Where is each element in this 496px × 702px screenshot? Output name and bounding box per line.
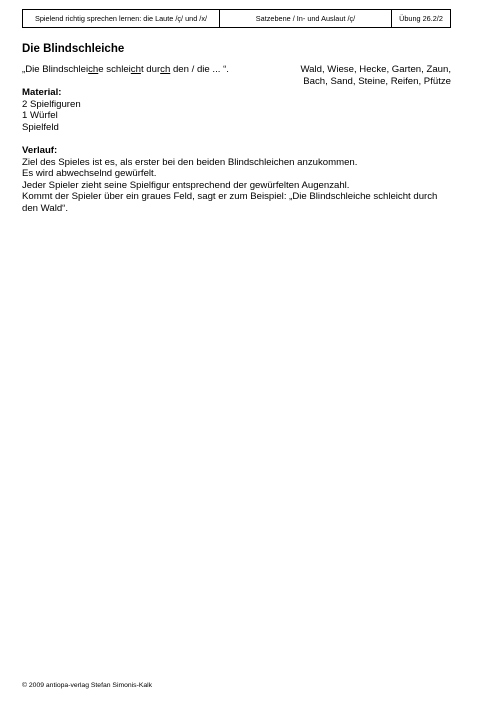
verlauf-line: Ziel des Spieles ist es, als erster bei den beiden Blindschleichen anzukommen. xyxy=(22,156,358,168)
sentence-part-3: t dur xyxy=(140,64,161,75)
example-sentence xyxy=(22,64,229,75)
page-title: Die Blindschleiche xyxy=(22,43,125,55)
verlauf-line: Kommt der Spieler über ein graues Feld, sagt er zum Beispiel: „Die Blindschleiche schleicht durch den Wald“. xyxy=(22,191,438,214)
sentence-underlined-2: ch xyxy=(130,64,141,75)
header-exercise: Übung 26.2/2 xyxy=(399,14,443,23)
verlauf-line: Jeder Spieler zieht seine Spielfigur entsprechend der gewürfelten Augenzahl. xyxy=(22,179,350,191)
header-subject: Spielend richtig sprechen lernen: die Laute /ç/ und /x/ xyxy=(23,10,220,27)
sentence-part-4: den / die ... “. xyxy=(170,64,229,75)
material-item: 2 Spielfiguren xyxy=(22,98,81,110)
word-list-line-1: Wald, Wiese, Hecke, Garten, Zaun, xyxy=(300,64,451,75)
sentence-underlined-1: ch xyxy=(88,64,99,75)
verlauf-section xyxy=(22,145,442,214)
sentence-underlined-3: ch xyxy=(160,64,171,75)
material-item: Spielfeld xyxy=(22,121,59,133)
material-item: 1 Würfel xyxy=(22,110,58,121)
header-level: Satzebene / In- und Auslaut /ç/ xyxy=(220,10,392,27)
header-table xyxy=(22,9,451,28)
sentence-part-2: e schlei xyxy=(98,64,131,75)
word-list xyxy=(300,64,451,87)
verlauf-heading: Verlauf: xyxy=(22,145,58,156)
copyright-footer: © 2009 antiopa-verlag Stefan Simonis-Kalk xyxy=(22,682,153,689)
material-heading: Material: xyxy=(22,87,62,98)
material-section xyxy=(22,87,81,133)
word-list-line-2: Bach, Sand, Steine, Reifen, Pfütze xyxy=(303,75,451,87)
sentence-part-1: „Die Blindschlei xyxy=(22,64,89,75)
verlauf-line: Es wird abwechselnd gewürfelt. xyxy=(22,168,157,179)
